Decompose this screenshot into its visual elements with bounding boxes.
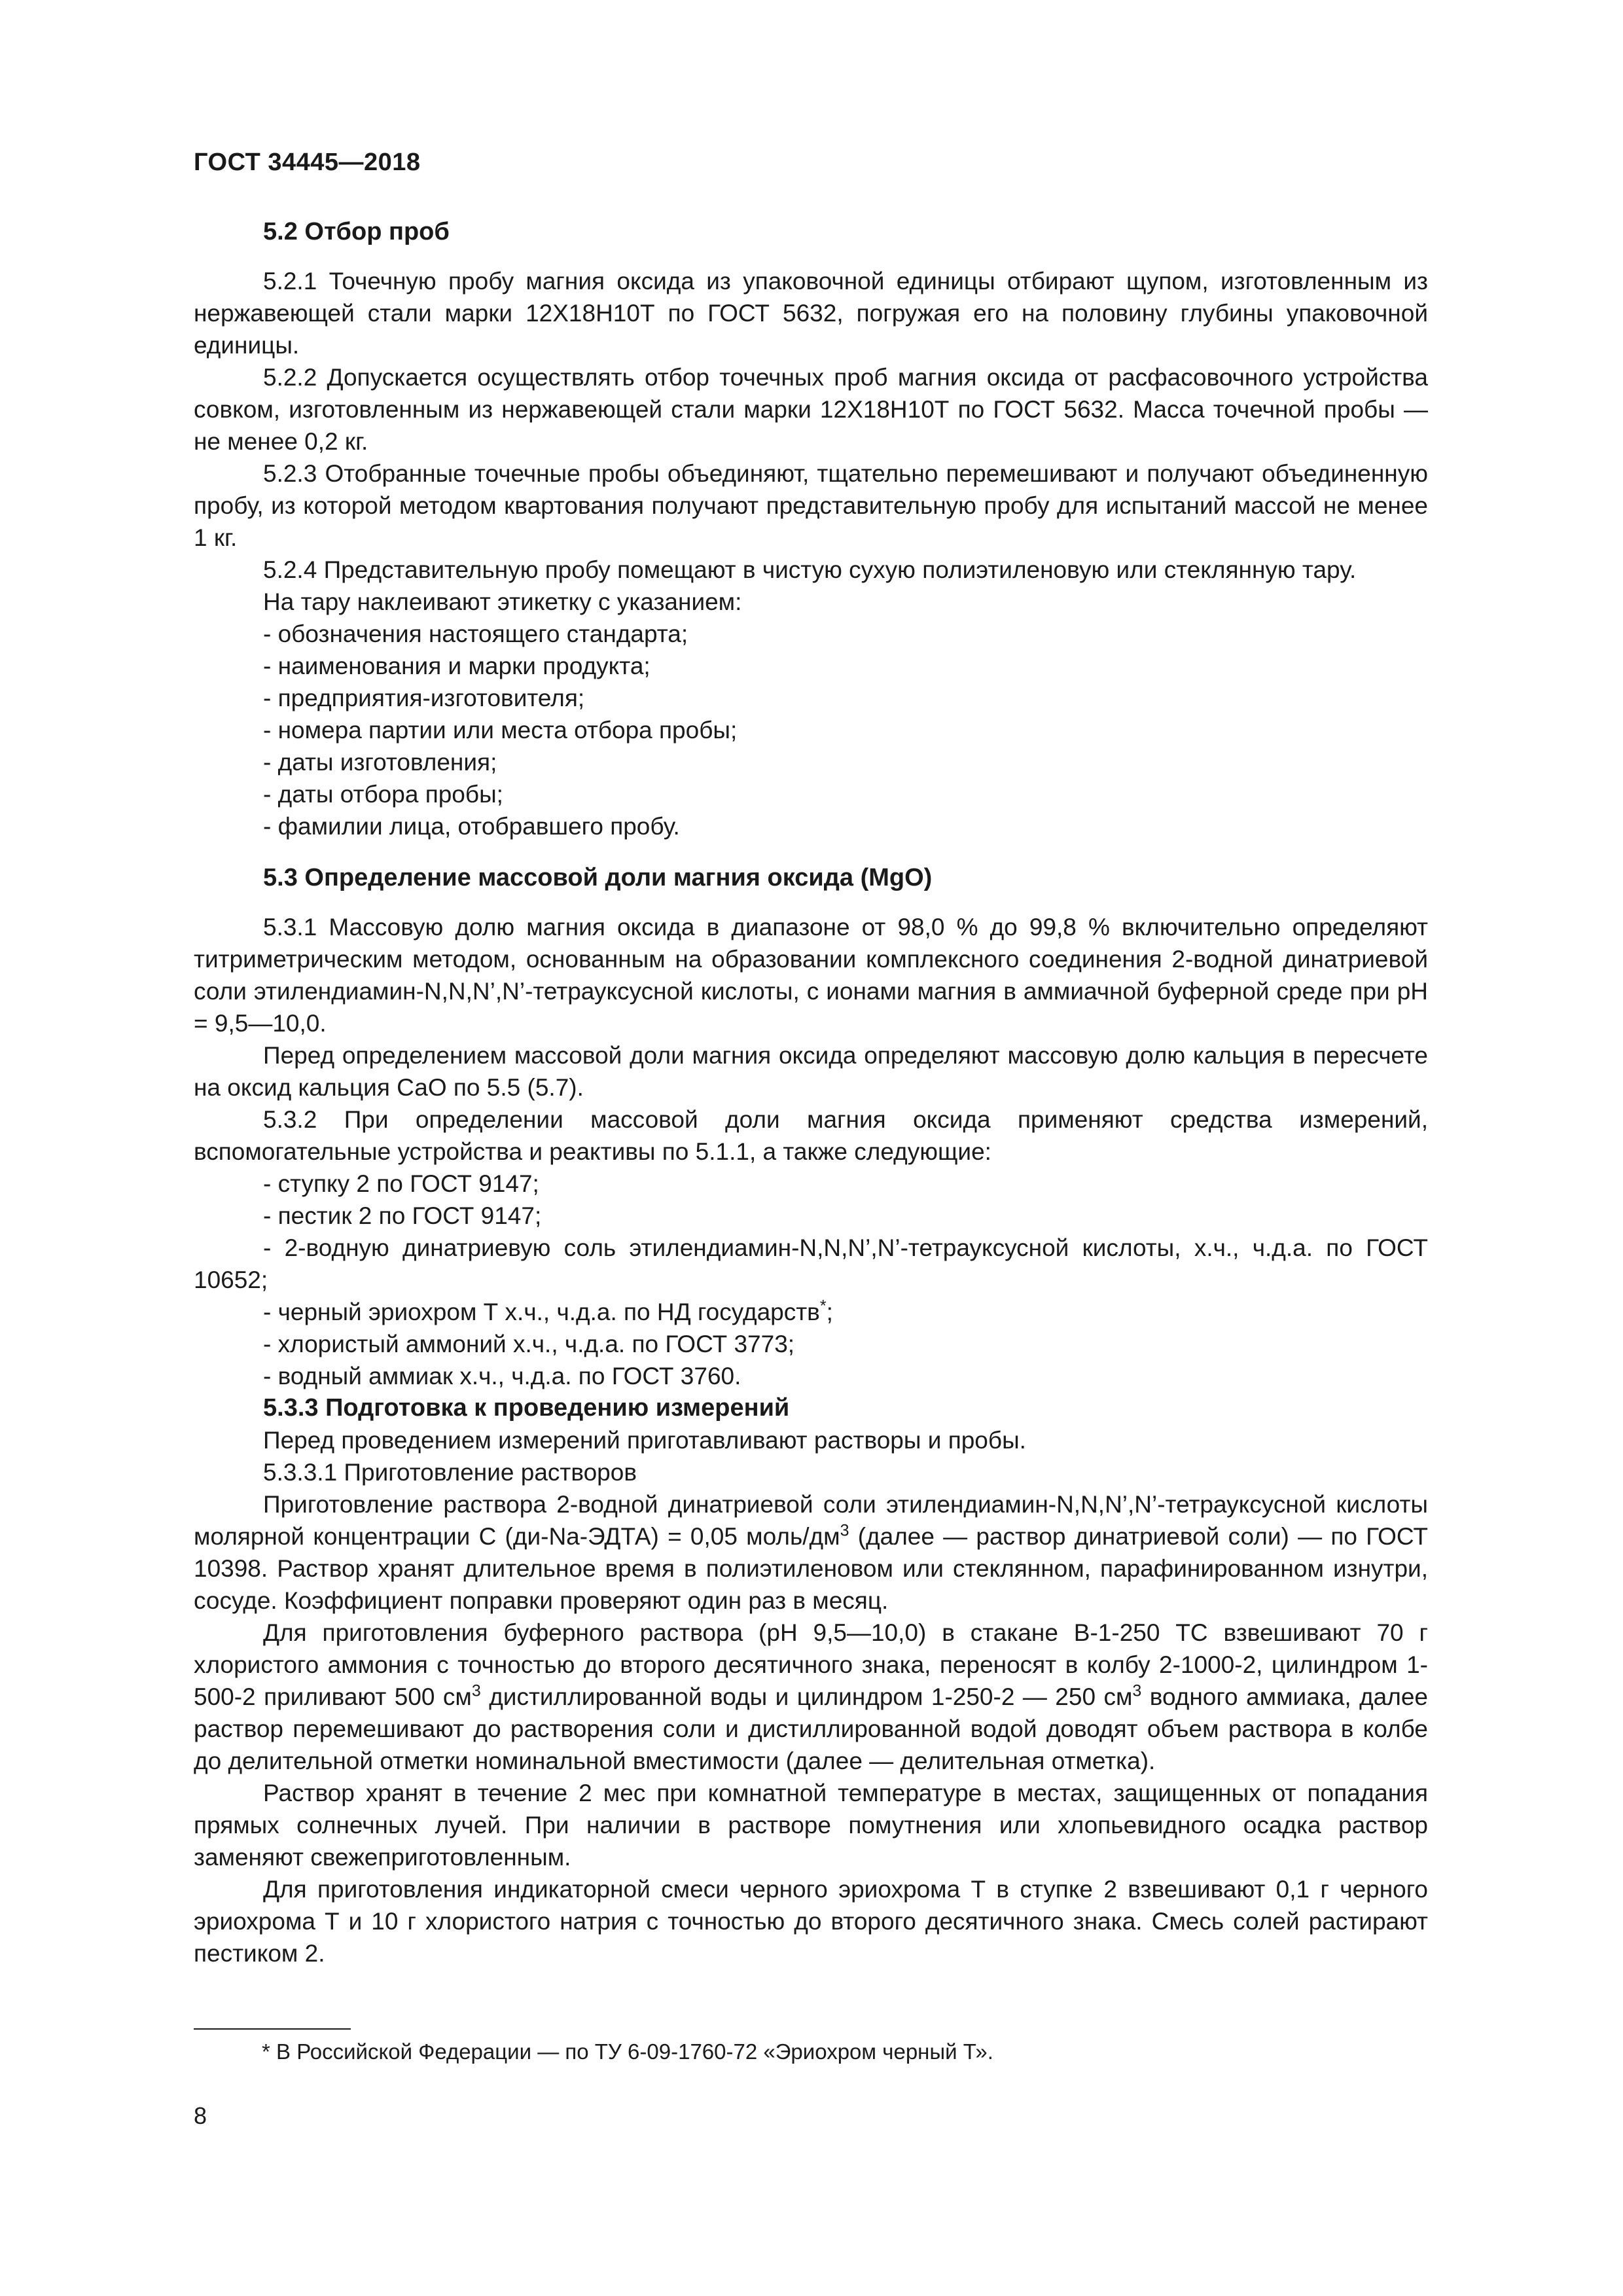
paragraph-5-3-2: 5.3.2 При определении массовой доли магния оксида применяют средства измерений, вспомогательные устройства и реактивы по 5.1.1, а также следующие: <box>194 1106 1428 1165</box>
paragraph-indicator-mixture: Для приготовления индикаторной смеси черного эриохрома Т в ступке 2 взвешивают 0,1 г черного эриохрома Т и 10 г хлористого натрия с точностью до второго десятичного знака. Смесь солей растирают пестиком 2. <box>194 1876 1428 1967</box>
list-item: - ступку 2 по ГОСТ 9147; <box>263 1170 539 1197</box>
section-heading-5-3: 5.3 Определение массовой доли магния оксида (MgO) <box>263 864 933 891</box>
list-item: - хлористый аммоний х.ч., ч.д.а. по ГОСТ 3773; <box>263 1331 795 1357</box>
list-item: - номера партии или места отбора пробы; <box>263 717 738 744</box>
reagents-list <box>194 1168 1428 1392</box>
list-item-tail: ; <box>826 1299 833 1325</box>
list-item: - наименования и марки продукта; <box>263 653 651 679</box>
list-item-text: - черный эриохром Т х.ч., ч.д.а. по НД государств <box>263 1299 820 1325</box>
paragraph-buffer-solution <box>194 1617 1428 1777</box>
paragraph-5-3-1: 5.3.1 Массовую долю магния оксида в диапазоне от 98,0 % до 99,8 % включительно определяют титриметрическим методом, основанным на образовании комплексного соединения 2-водной динатриевой соли этилендиамин-N,N,N’,N’-тетрауксусной кислоты, с ионами магния в аммиачной буферной среде при pH = 9,5—10,0. <box>194 914 1428 1037</box>
footnote-separator <box>194 2028 351 2030</box>
list-item: - обозначения настоящего стандарта; <box>263 620 688 647</box>
list-item: - предприятия-изготовителя; <box>263 685 585 711</box>
text-run: (далее — раствор динатриевой соли) — по ГОСТ 10398. Раствор хранят длительное время в полиэтиленовом или стеклянном, парафинированном изнутри, сосуде. Коэффициент поправки проверяют один раз в месяц. <box>194 1523 1428 1614</box>
label-intro: На тару наклеивают этикетку с указанием: <box>263 588 742 615</box>
page-number: 8 <box>194 2102 207 2129</box>
text-run: Для приготовления буферного раствора (pH 9,5—10,0) в стакане В-1-250 ТС взвешивают 70 г хлористого аммония с точностью до второго десятичного знака, переносят в колбу 2-1000-2, цилиндром 1-500-2 приливают 500 см <box>194 1619 1428 1710</box>
footnote-reference: * <box>819 1297 827 1316</box>
section-heading-5-2: 5.2 Отбор проб <box>263 218 450 245</box>
paragraph-edta-solution <box>194 1488 1428 1617</box>
paragraph-storage: Раствор хранят в течение 2 мес при комнатной температуре в местах, защищенных от попадания прямых солнечных лучей. При наличии в растворе помутнения или хлопьевидного осадка раствор заменяют свежеприготовленным. <box>194 1780 1428 1871</box>
standard-header: ГОСТ 34445—2018 <box>194 149 421 176</box>
paragraph-5-2-1: 5.2.1 Точечную пробу магния оксида из упаковочной единицы отбирают щупом, изготовленным из нержавеющей стали марки 12Х18Н10Т по ГОСТ 5632, погружая его на половину глубины упаковочной единицы. <box>194 268 1428 359</box>
footnote: * В Российской Федерации — по ТУ 6-09-1760-72 «Эриохром черный Т». <box>262 2039 993 2064</box>
superscript: 3 <box>471 1681 481 1700</box>
list-item: - даты изготовления; <box>263 749 497 776</box>
subheading-5-3-3-1: 5.3.3.1 Приготовление растворов <box>263 1459 637 1486</box>
paragraph-5-2-2: 5.2.2 Допускается осуществлять отбор точечных проб магния оксида от расфасовочного устройства совком, изготовленным из нержавеющей стали марки 12Х18Н10Т по ГОСТ 5632. Масса точечной пробы — не менее 0,2 кг. <box>194 364 1428 455</box>
section-heading-5-3-3: 5.3.3 Подготовка к проведению измерений <box>263 1394 790 1422</box>
paragraph-preparation-intro: Перед проведением измерений приготавливают растворы и пробы. <box>263 1427 1026 1454</box>
text-run: Приготовление раствора 2-водной динатриевой соли этилендиамин-N,N,N’,N’-тетрауксусной кислоты молярной концентрации С (ди-Na-ЭДТА) = 0,05 моль/дм <box>194 1491 1428 1550</box>
list-item: - 2-водную динатриевую соль этилендиамин-N,N,N’,N’-тетрауксусной кислоты, х.ч., ч.д.а. по ГОСТ 10652; <box>194 1234 1428 1293</box>
text-run: дистиллированной воды и цилиндром 1-250-2 — 250 см <box>480 1683 1133 1710</box>
superscript: 3 <box>1132 1681 1142 1700</box>
list-item: - фамилии лица, отобравшего пробу. <box>263 813 680 840</box>
label-requirements-list <box>194 618 1428 842</box>
superscript: 3 <box>840 1521 849 1540</box>
paragraph-cao-note: Перед определением массовой доли магния оксида определяют массовую долю кальция в пересчете на оксид кальция СаО по 5.5 (5.7). <box>194 1042 1428 1101</box>
list-item <box>194 1296 1428 1328</box>
text-run: водного аммиака, далее раствор перемешивают до растворения соли и дистиллированной водой доводят объем раствора в колбе до делительной отметки номинальной вместимости (далее — делительная отметка). <box>194 1683 1428 1774</box>
paragraph-5-2-3: 5.2.3 Отобранные точечные пробы объединяют, тщательно перемешивают и получают объединенную пробу, из которой методом квартования получают представительную пробу для испытаний массой не менее 1 кг. <box>194 460 1428 551</box>
list-item: - даты отбора пробы; <box>263 781 503 808</box>
document-body <box>194 216 1428 1969</box>
list-item: - водный аммиак х.ч., ч.д.а. по ГОСТ 3760. <box>263 1363 741 1390</box>
list-item: - пестик 2 по ГОСТ 9147; <box>263 1202 542 1229</box>
paragraph-5-2-4: 5.2.4 Представительную пробу помещают в чистую сухую полиэтиленовую или стеклянную тару. <box>263 556 1357 583</box>
